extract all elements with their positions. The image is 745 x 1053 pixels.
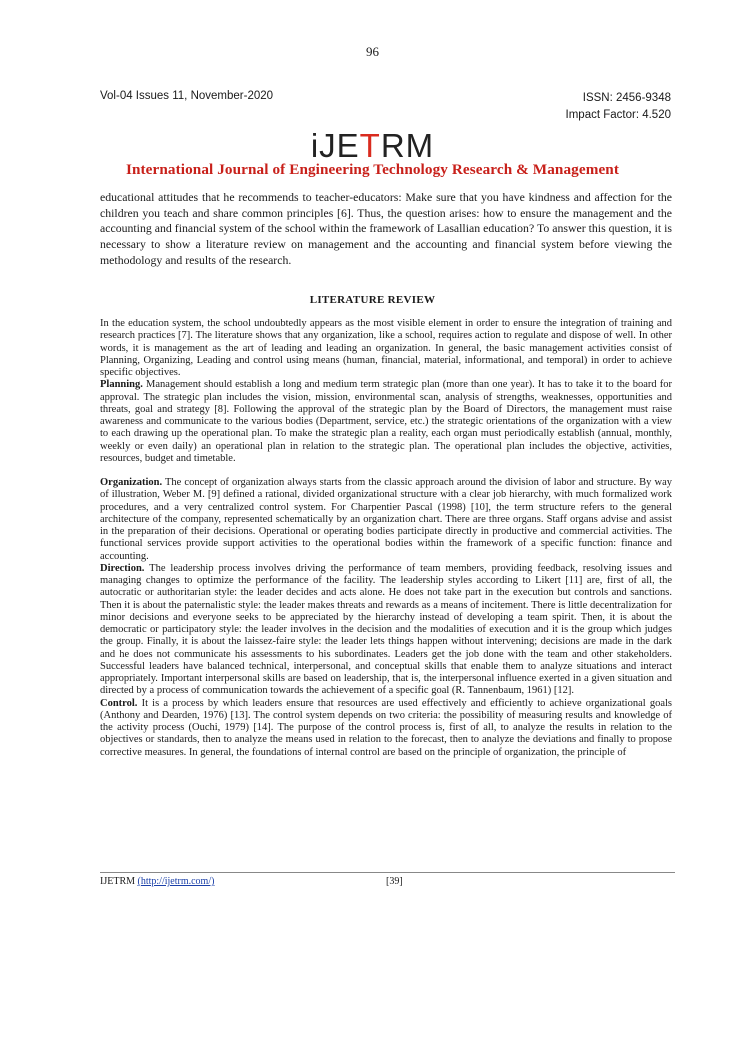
journal-logo: iJETRM [310,127,435,164]
journal-title: International Journal of Engineering Technology Research & Management [125,161,620,178]
impact-factor: Impact Factor: 4.520 [565,109,671,121]
page-number: 96 [366,44,379,59]
footer-label: IJETRM [100,876,135,887]
intro-paragraph: educational attitudes that he recommends to teacher-educators: Make sure that you have kindness and affection for the children you teach and share common principles [6]. Thus, the question arises: how to ensure the management and the accounting and financial system of the school within the framework of Lasallian education? To answer this question, it is necessary to show a literature review on management and the accounting and financial system before viewing the methodology and results of the research. [100,190,672,267]
footer-link[interactable]: (http://ijetrm.com/) [137,876,215,887]
footer-divider [100,872,675,873]
term-direction: Direction. [100,562,145,574]
paragraph-education-system: In the education system, the school undoubtedly appears as the most visible element in order to ensure the integration of training and research practices [7]. The literature shows that any organization, like a school, requires action to regulate and dispose of well. In other words, it is management as the art of leading and leading an organization. In general, the basic management activities consist of Planning, Organizing, Leading and control using means (human, financial, material, informational, and temporal) in order to achieve specific objectives. [100,318,672,378]
term-planning: Planning. [100,379,143,391]
header-right [566,90,671,124]
paragraph-planning: Planning. Management should establish a long and medium term strategic plan (more than one year). It has to take it to the board for approval. The strategic plan includes the vision, mission, environmental scan, analysis of strengths, weaknesses, opportunities and threats, goal and strategy [8]. Following the approval of the strategic plan by the Board of Directors, the management must raise awareness and communicate to the various bodies (Department, service, etc.) the strategic orientations of the organization with a view to each drawing up the operational plan. To make the strategic plan a reality, each organ must periodically establish (annual, monthly, weekly or even daily) an operational plan in relation to the strategic plan. The operational plan includes the objective, activities, resources, budget and timetable. [100,379,672,464]
volume-issue: Vol-04 Issues 11, November-2020 [100,90,274,102]
paragraph-direction: Direction. The leadership process involves driving the performance of team members, providing feedback, resolving issues and managing changes to optimize the performance of the facility. The leadership styles according to Likert [11] are, first of all, the autocratic or authoritarian style: the leader decides and acts alone. He does not take part in the execution but controls and sanctions. Then it is about the paternalistic style: the leader makes threats and rewards as a means of incitement. There is little decentralization for minor decisions and everyone seeks to be appreciated by the hierarchy instead of developing a team spirit. Then, it is about the democratic or participatory style: the leader involves in the decision and the modalities of execution and it is the group which judges the group. Finally, it is about the laissez-faire style: the leader lets things happen without intervening; decisions are made in the dark and he does not communicate his assessments to his subordinates. Leaders get the job done with the team and other stakeholders. Successful leaders have balanced technical, interpersonal, and conceptual skills that enable them to analyze situations and interact appropriately. Important interpersonal skills are based on leadership, that is, the interpersonal influence exerted in a given situation and directed by a process of communication towards the achievement of a specific goal (R. Tannenbaum, 1961) [12]. [100,562,672,697]
paragraph-organization: Organization. The concept of organization always starts from the classic approach around the division of labor and structure. By way of illustration, Weber M. [9] defined a rational, divided organizational structure with a clear job hierarchy, with much formalized work procedures, and a very centralized control system. For Charpentier Pascal (1998) [10], the term structure refers to the general architecture of the company, represented schematically by an organization chart. There are three organs. Staff organs advise and assist in the preparation of their decisions. Operational or operating bodies participate directly in productive and commercial activities. The functional services provide support activities to the operational bodies within the framework of a specific function: finance and accounting. [100,477,672,562]
term-organization: Organization. [100,477,163,488]
literature-review-body [100,318,672,759]
section-heading: LITERATURE REVIEW [309,294,436,306]
issn: ISSN: 2456-9348 [582,92,671,104]
footer-journal [100,876,214,887]
paragraph-control: Control. It is a process by which leaders ensure that resources are used effectively and efficiently to achieve organizational goals (Anthony and Dearden, 1976) [13]. The control system depends on two criteria: the possibility of measuring results and knowledge of the activity process (Ouchi, 1979) [14]. The purpose of the control process is, first of all, to analyze the results in relation to the objectives or standards, then to analyze the means used in relation to the forecast, then to analyze the deviations and finally to propose corrective measures. In general, the foundations of internal control are based on the principle of organization, the principle of [100,697,672,758]
footer-page-number: [39] [386,876,403,887]
term-control: Control. [100,697,138,709]
